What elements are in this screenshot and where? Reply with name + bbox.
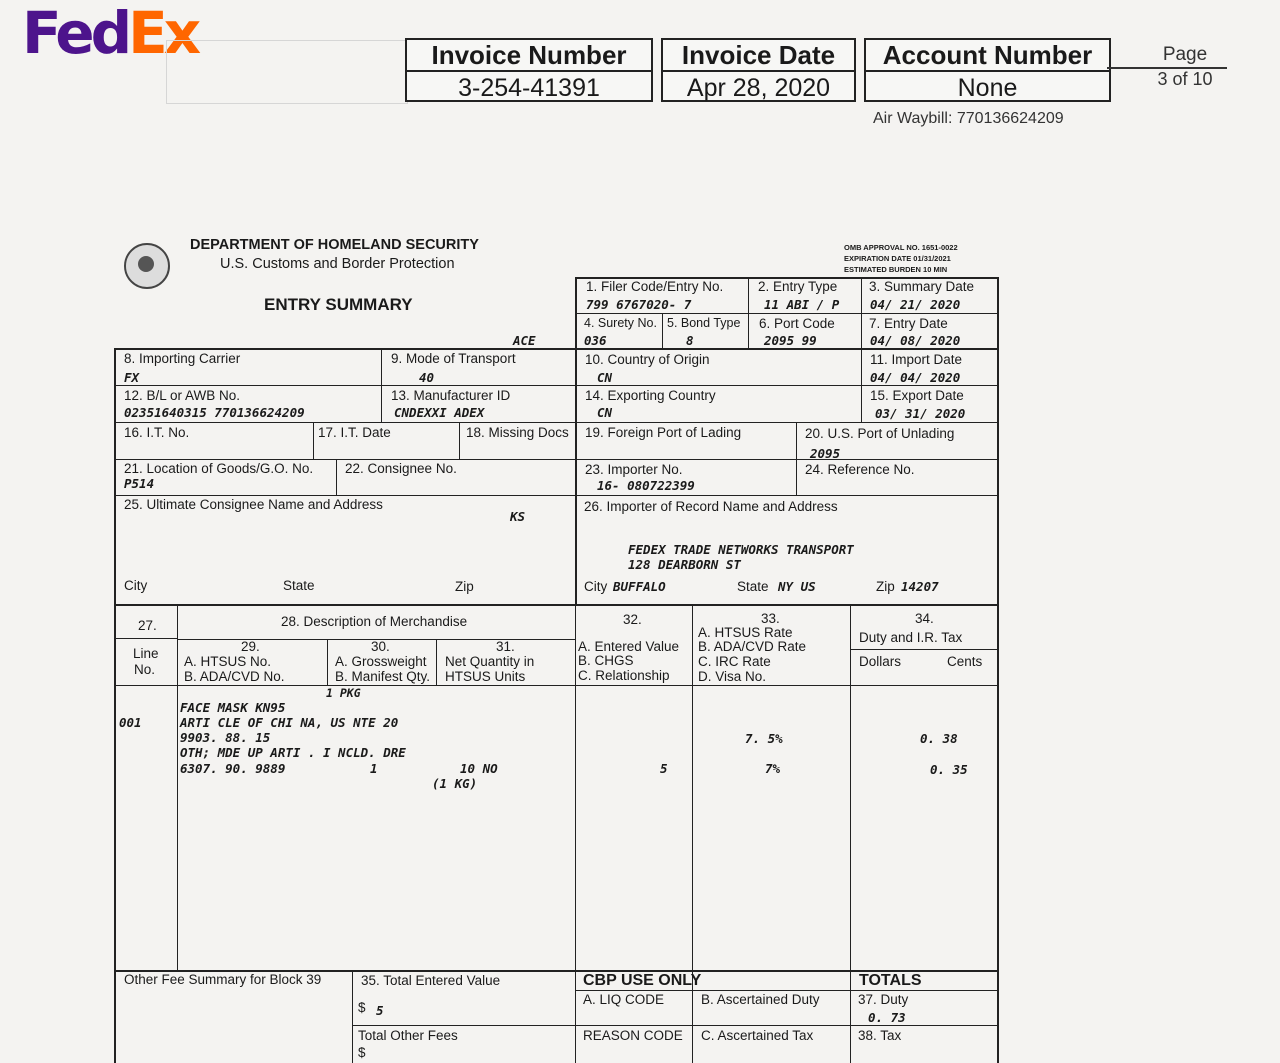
rule bbox=[748, 277, 749, 349]
line-hts-2: 6307. 90. 9889 bbox=[180, 761, 286, 776]
f3-label: 3. Summary Date bbox=[869, 279, 975, 294]
f1-label: 1. Filer Code/Entry No. bbox=[586, 279, 724, 294]
invoice-number-box bbox=[405, 38, 653, 102]
col34-dollars: Dollars bbox=[859, 654, 902, 669]
rule bbox=[114, 685, 998, 686]
agency-name: U.S. Customs and Border Protection bbox=[220, 256, 455, 272]
f15-label: 15. Export Date bbox=[870, 388, 964, 403]
line-desc-3: OTH; MDE UP ARTI . I NCLD. DRE bbox=[180, 745, 406, 760]
f16-label: 16. I.T. No. bbox=[124, 425, 190, 440]
line-desc-2: ARTI CLE OF CHI NA, US NTE 20 bbox=[180, 715, 399, 730]
rule bbox=[313, 422, 314, 459]
col32-c: C. Relationship bbox=[578, 668, 670, 683]
rule bbox=[381, 348, 382, 423]
f3-value: 04/ 21/ 2020 bbox=[870, 297, 961, 312]
col28-header: 28. Description of Merchandise bbox=[281, 614, 468, 629]
f17-label: 17. I.T. Date bbox=[318, 425, 391, 440]
line-rate-1: 7. 5% bbox=[745, 731, 783, 746]
col33-c: C. IRC Rate bbox=[698, 654, 771, 669]
col31-b: HTSUS Units bbox=[445, 669, 526, 684]
f11-value: 04/ 04/ 2020 bbox=[870, 370, 961, 385]
col32-num: 32. bbox=[623, 612, 642, 627]
rule bbox=[575, 990, 998, 991]
f6-value: 2095 99 bbox=[764, 333, 817, 348]
rule bbox=[575, 277, 577, 605]
f26-zip: 14207 bbox=[901, 579, 939, 594]
f26-name: FEDEX TRADE NETWORKS TRANSPORT bbox=[628, 542, 854, 557]
col33-num: 33. bbox=[761, 611, 780, 626]
rule bbox=[114, 422, 998, 423]
col33-a: A. HTSUS Rate bbox=[698, 625, 793, 640]
f19-label: 19. Foreign Port of Lading bbox=[585, 425, 742, 440]
line-net-qty: 10 NO bbox=[460, 761, 498, 776]
f25-zip-label: Zip bbox=[455, 579, 474, 594]
rule bbox=[575, 604, 576, 1063]
f9-value: 40 bbox=[419, 370, 435, 385]
omb-line-1: OMB APPROVAL NO. 1651-0022 bbox=[844, 243, 958, 252]
tax-label: 38. Tax bbox=[858, 1028, 902, 1043]
f14-label: 14. Exporting Country bbox=[585, 388, 716, 403]
ghost-box bbox=[166, 40, 408, 104]
f5-label: 5. Bond Type bbox=[667, 316, 741, 330]
reason-code: REASON CODE bbox=[583, 1028, 683, 1043]
col30-a: A. Grossweight bbox=[335, 654, 427, 669]
rule bbox=[114, 348, 116, 1063]
rule bbox=[177, 604, 178, 970]
col30-b: B. Manifest Qty. bbox=[335, 669, 431, 684]
f26-street: 128 DEARBORN ST bbox=[628, 557, 741, 572]
col27-no: No. bbox=[134, 662, 156, 677]
ascertained-duty: B. Ascertained Duty bbox=[701, 992, 820, 1007]
line-net-kg: (1 KG) bbox=[432, 776, 478, 791]
rule bbox=[436, 639, 437, 686]
f26-label: 26. Importer of Record Name and Address bbox=[584, 499, 838, 514]
f22-label: 22. Consignee No. bbox=[345, 461, 457, 476]
col27-line: Line bbox=[133, 646, 159, 661]
invoice-number-value: 3-254-41391 bbox=[458, 74, 600, 102]
total-entered-dollar: $ bbox=[358, 1000, 366, 1015]
rule bbox=[997, 277, 999, 1063]
f26-city-label: City bbox=[584, 579, 608, 594]
liq-code: A. LIQ CODE bbox=[583, 992, 665, 1007]
ace-label: ACE bbox=[513, 333, 536, 348]
f8-value: FX bbox=[124, 370, 140, 385]
col34-a: Duty and I.R. Tax bbox=[859, 630, 963, 645]
duty-label: 37. Duty bbox=[858, 992, 909, 1007]
rule bbox=[662, 313, 663, 349]
rule bbox=[352, 970, 353, 1063]
rule bbox=[114, 604, 998, 606]
page-value: 3 of 10 bbox=[1157, 69, 1213, 89]
rule bbox=[796, 422, 797, 495]
totals-header: TOTALS bbox=[859, 972, 922, 989]
invoice-date-label: Invoice Date bbox=[663, 40, 854, 72]
f12-value: 02351640315 770136624209 bbox=[124, 405, 305, 420]
f26-zip-label: Zip bbox=[876, 579, 895, 594]
f23-label: 23. Importer No. bbox=[585, 462, 683, 477]
rule bbox=[114, 348, 998, 350]
col29-num: 29. bbox=[241, 639, 260, 654]
line-rate-2: 7% bbox=[765, 761, 781, 776]
f23-value: 16- 080722399 bbox=[597, 478, 695, 493]
col31-num: 31. bbox=[496, 639, 515, 654]
account-number-value: None bbox=[957, 74, 1018, 102]
invoice-date-value: Apr 28, 2020 bbox=[686, 74, 831, 102]
other-fee-summary: Other Fee Summary for Block 39 bbox=[124, 972, 322, 987]
f25-label: 25. Ultimate Consignee Name and Address bbox=[124, 497, 383, 512]
f21-label: 21. Location of Goods/G.O. No. bbox=[124, 461, 314, 476]
rule bbox=[850, 604, 851, 1063]
rule bbox=[692, 604, 693, 1063]
invoice-date-box bbox=[661, 38, 856, 102]
account-number-label: Account Number bbox=[866, 40, 1109, 72]
rule bbox=[850, 649, 998, 650]
line-pkg: 1 PKG bbox=[326, 686, 361, 700]
line-duty-1: 0. 38 bbox=[920, 731, 958, 746]
rule bbox=[327, 639, 328, 686]
rule bbox=[575, 313, 998, 314]
col27-num: 27. bbox=[138, 618, 157, 633]
f7-value: 04/ 08/ 2020 bbox=[870, 333, 961, 348]
f4-value: 036 bbox=[584, 333, 607, 348]
dhs-seal-icon bbox=[124, 243, 170, 289]
f24-label: 24. Reference No. bbox=[805, 462, 915, 477]
f6-label: 6. Port Code bbox=[759, 316, 835, 331]
line-no: 001 bbox=[119, 715, 142, 730]
f2-label: 2. Entry Type bbox=[758, 279, 838, 294]
f10-label: 10. Country of Origin bbox=[585, 352, 710, 367]
col34-num: 34. bbox=[915, 611, 934, 626]
f20-value: 2095 bbox=[810, 446, 841, 461]
f5-value: 8 bbox=[686, 333, 694, 348]
line-duty-2: 0. 35 bbox=[930, 762, 968, 777]
total-entered-value: 5 bbox=[376, 1003, 384, 1018]
rule bbox=[336, 459, 337, 495]
line-desc-1: FACE MASK KN95 bbox=[180, 700, 286, 715]
fedex-logo: FedEx bbox=[22, 0, 198, 67]
duty-value: 0. 73 bbox=[868, 1010, 906, 1025]
cbp-use-only: CBP USE ONLY bbox=[583, 972, 702, 989]
total-other-fees: Total Other Fees bbox=[358, 1028, 458, 1043]
f13-label: 13. Manufacturer ID bbox=[391, 388, 511, 403]
col33-b: B. ADA/CVD Rate bbox=[698, 639, 807, 654]
omb-line-3: ESTIMATED BURDEN 10 MIN bbox=[844, 265, 948, 274]
rule bbox=[114, 495, 998, 496]
rule bbox=[114, 385, 998, 386]
ascertained-tax: C. Ascertained Tax bbox=[701, 1028, 814, 1043]
rule bbox=[114, 459, 998, 460]
f25-city-label: City bbox=[124, 578, 148, 593]
f21-value: P514 bbox=[124, 476, 155, 491]
col29-a: A. HTSUS No. bbox=[184, 654, 272, 669]
f26-state-label: State bbox=[737, 579, 769, 594]
rule bbox=[352, 1025, 998, 1026]
air-waybill: Air Waybill: 770136624209 bbox=[873, 110, 1064, 127]
rule bbox=[114, 638, 177, 639]
f7-label: 7. Entry Date bbox=[869, 316, 948, 331]
dept-name: DEPARTMENT OF HOMELAND SECURITY bbox=[190, 237, 479, 253]
col34-cents: Cents bbox=[947, 654, 983, 669]
f13-value: CNDEXXI ADEX bbox=[394, 405, 485, 420]
f2-value: 11 ABI / P bbox=[764, 297, 840, 312]
f26-city: BUFFALO bbox=[613, 579, 666, 594]
page-label: Page bbox=[1162, 44, 1208, 65]
f14-value: CN bbox=[597, 405, 613, 420]
f4-label: 4. Surety No. bbox=[584, 316, 657, 330]
f10-value: CN bbox=[597, 370, 613, 385]
col31-a: Net Quantity in bbox=[445, 654, 535, 669]
f25-value: KS bbox=[510, 509, 526, 524]
f15-value: 03/ 31/ 2020 bbox=[875, 406, 966, 421]
col32-a: A. Entered Value bbox=[578, 639, 680, 654]
invoice-number-label: Invoice Number bbox=[407, 40, 651, 72]
col29-b: B. ADA/CVD No. bbox=[184, 669, 285, 684]
f11-label: 11. Import Date bbox=[870, 352, 963, 367]
col32-b: B. CHGS bbox=[578, 653, 634, 668]
f25-state-label: State bbox=[283, 578, 315, 593]
total-other-dollar: $ bbox=[358, 1045, 366, 1060]
f18-label: 18. Missing Docs bbox=[466, 425, 569, 440]
f1-value: 799 6767020- 7 bbox=[586, 297, 692, 312]
f12-label: 12. B/L or AWB No. bbox=[124, 388, 241, 403]
omb-line-2: EXPIRATION DATE 01/31/2021 bbox=[844, 254, 951, 263]
col33-d: D. Visa No. bbox=[698, 669, 767, 684]
f20-label: 20. U.S. Port of Unlading bbox=[805, 426, 955, 441]
f26-state: NY US bbox=[778, 579, 816, 594]
total-entered-label: 35. Total Entered Value bbox=[361, 973, 501, 988]
rule bbox=[459, 422, 460, 459]
f8-label: 8. Importing Carrier bbox=[124, 351, 241, 366]
account-number-box bbox=[864, 38, 1111, 102]
line-manifest-qty: 1 bbox=[370, 761, 378, 776]
line-hts-1: 9903. 88. 15 bbox=[180, 730, 271, 745]
col30-num: 30. bbox=[371, 639, 390, 654]
f9-label: 9. Mode of Transport bbox=[391, 351, 516, 366]
form-title: ENTRY SUMMARY bbox=[264, 295, 413, 314]
line-entered-value: 5 bbox=[660, 761, 668, 776]
